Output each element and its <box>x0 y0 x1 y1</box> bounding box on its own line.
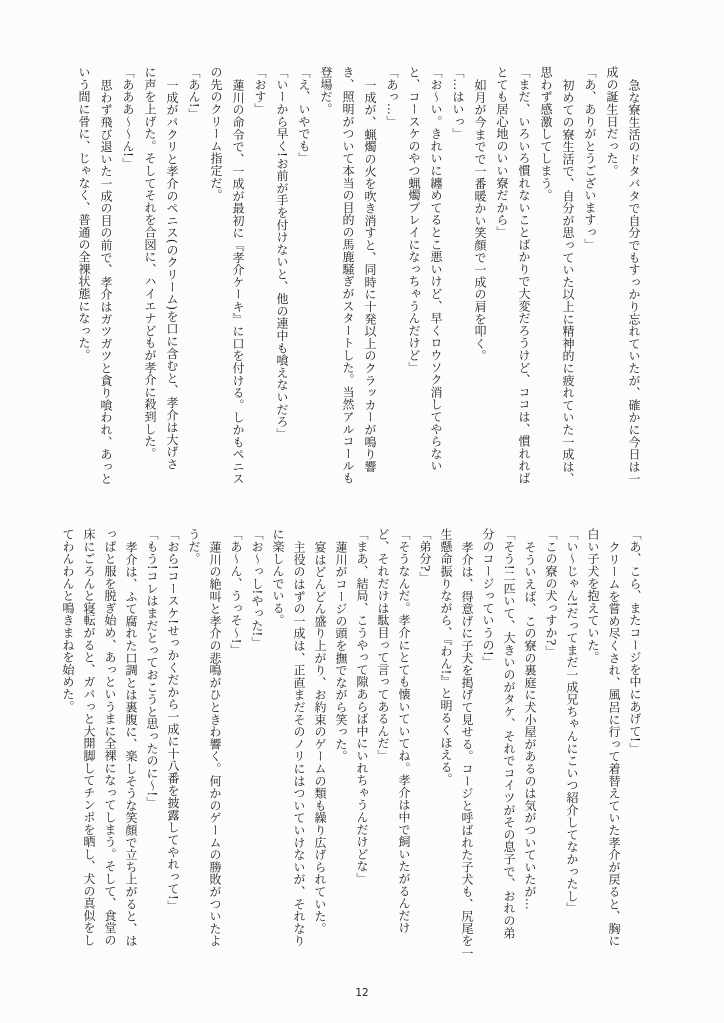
text-column: クリームを嘗め尽くされ、風呂に行って着替えていた孝介が戻ると、胸に <box>607 540 621 947</box>
bottom-text-block <box>57 528 645 968</box>
text-column: 初めての寮生活で、自分が思っていた以上に精神的に疲れていた一成は、 <box>561 78 575 485</box>
text-column: 思わず感激してしまう。 <box>539 66 553 202</box>
text-column: 成の誕生日だった。 <box>605 66 619 177</box>
text-column: 「この寮の犬っすか?」 <box>544 528 558 658</box>
text-column: 蓮川がコージの頭を撫でながら笑った。 <box>334 540 348 762</box>
text-column: 生懸命振りながら、『わん!』と明るくほえる。 <box>439 528 453 786</box>
text-column: 思わず飛び退いた一成の目の前で、孝介はガツガツと貪り喰われ、あっと <box>99 78 113 485</box>
text-column: 「そう!二匹いて、大きいのがタケ、それでコイツがその息子で、おれの弟 <box>502 528 516 940</box>
text-column: 「おら!コースケ!せっかくだから一成に十八番を披露してやれって!」 <box>166 528 180 913</box>
text-column: 「お〜い。きれいに纏めてるとこ悪いけど、早くロウソク消してやらない <box>429 66 443 472</box>
text-column: 床にごろんと寝転がると、ガバっと大開脚してチンポを晒し、犬の真似をし <box>82 528 96 947</box>
text-column: 孝介は、得意げに子犬を掲げて見せる。コージと呼ばれた子犬も、尻尾を一 <box>460 540 474 959</box>
text-column: 「あ、こら、またコージを中にあげて!」 <box>628 528 642 755</box>
text-column: うだ。 <box>187 528 201 565</box>
text-column: そういえば、この寮の裏庭に犬小屋があるのは気がついていたが… <box>523 540 537 910</box>
text-column: に楽しんでいる。 <box>271 528 285 627</box>
text-column: 蓮川の命令で、一成が最初に『孝介ケーキ』に口を付ける。しかもペニス <box>231 78 245 485</box>
text-column: と、コースケのやつ蝋燭プレイになっちゃうんだけど」 <box>407 66 421 374</box>
text-column: 分のコージっていうの!」 <box>481 528 495 669</box>
text-column: いう間に骨に、じゃなく、普通の全裸状態になった。 <box>77 66 91 362</box>
text-column: 「…はいっ」 <box>451 66 465 140</box>
text-column: 「あん!」 <box>187 66 201 121</box>
text-column: に声を上げた。そしてそれを合図に、ハイエナどもが孝介に殺到した。 <box>143 66 157 460</box>
text-column: 主役のはずの一成は、正直まだそのノリにはついていけないが、それなり <box>292 540 306 947</box>
top-text-block <box>73 66 645 490</box>
text-column: てわんわんと鳴きまねを始めた。 <box>61 528 75 713</box>
text-column: 登場だ。 <box>319 66 333 116</box>
text-column: 「もう!コレはまだとっておこうと思ったのに〜!」 <box>145 528 159 809</box>
text-column: 「え、いやでも」 <box>297 66 311 165</box>
text-column: 一成がパクリと孝介のペニス(のクリーム)を口に含むと、孝介は大げさ <box>165 78 179 470</box>
text-column: 「まあ、結局、こうやって隙あらば中にいれちゃうんだけどな」 <box>355 528 369 885</box>
text-column: 「あっ…」 <box>385 66 399 128</box>
text-column: の先のクリーム指定だ。 <box>209 66 223 202</box>
text-column: 「あ、ありがとうございますっ」 <box>583 66 597 251</box>
text-column: 「あ〜ん、うっそ〜!」 <box>229 528 243 657</box>
text-column: 宴はどんどん盛り上がり、お約束のゲームの類も繰り広げられていた。 <box>313 540 327 935</box>
page-number: 12 <box>355 987 369 999</box>
text-column: 白い子犬を抱えていた。 <box>586 528 600 664</box>
text-column: とても居心地のいい寮だから」 <box>495 66 509 239</box>
text-column: 「お〜っし!やった!」 <box>250 528 264 649</box>
text-column: ど、それだけは駄目って言ってあるんだ」 <box>376 528 390 762</box>
text-column: 急な寮生活のドタバタで自分でもすっかり忘れていたが、確かに今日は一 <box>627 78 641 485</box>
text-column: 「弟分?」 <box>418 528 432 584</box>
text-column: っぱと服を脱ぎ始め、あっというまに全裸になってしまう。そして、食堂の <box>103 528 117 947</box>
text-column: 「いーから早く!お前が手を付けないと、他の連中も喰えないだろ」 <box>275 66 289 441</box>
text-column: 「おす」 <box>253 66 267 116</box>
text-column: 蓮川の絶叫と孝介の悲鳴がひときわ響く。何かのゲームの勝敗がついたよ <box>208 540 222 947</box>
text-column: き、照明がついて本当の目的の馬鹿騒ぎがスタートした。当然アルコールも <box>341 66 355 485</box>
text-column: 「まだ、いろいろ慣れないことばかりで大変だろうけど、ココは、慣れれば <box>517 66 531 485</box>
text-column: 「そうなんだ。孝介にとても懐いていてね。孝介は中で飼いたがるんだけ <box>397 528 411 934</box>
text-column: 如月が今までで一番暖かい笑顔で一成の肩を叩く。 <box>473 78 487 362</box>
text-column: 一成が、蝋燭の火を吹き消すと、同時に十発以上のクラッカーが鳴り響 <box>363 78 377 473</box>
text-column: 「あああ〜〜ん!」 <box>121 66 135 170</box>
text-column: 孝介は、ふて腐れた口調とは裏腹に、楽しそうな笑顔で立ち上がると、は <box>124 540 138 947</box>
text-column: 「い〜じゃん!だってまだ一成兄ちゃんにこいつ紹介してなかったし」 <box>565 528 579 915</box>
